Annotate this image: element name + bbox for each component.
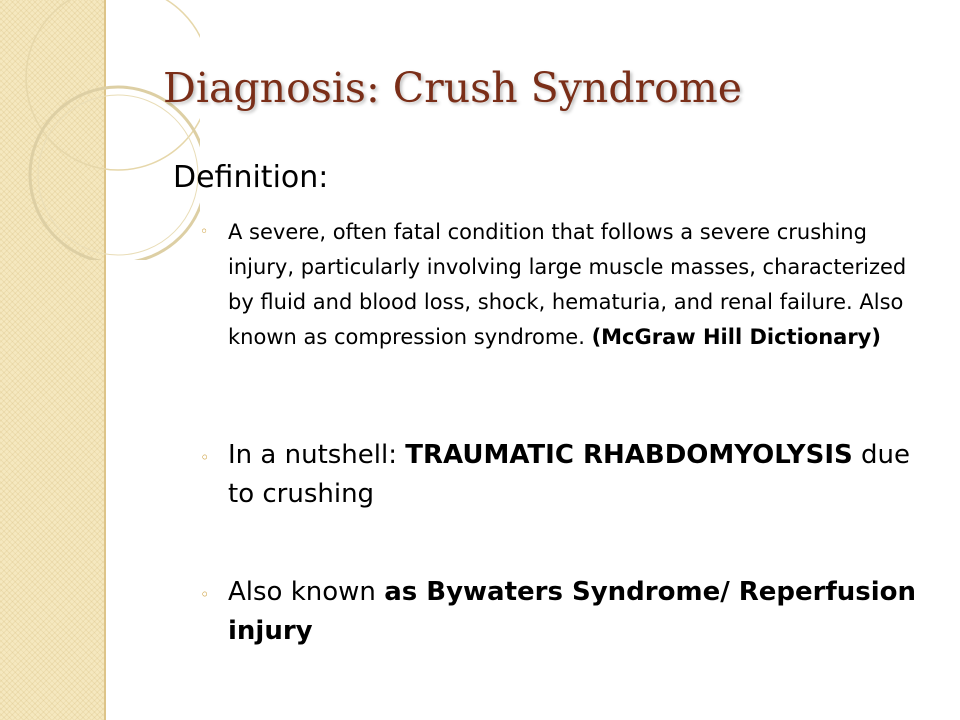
nutshell-lead: In a nutshell: [228, 440, 397, 470]
also-known-term: as Bywaters Syndrome/ Reperfusion injury [228, 577, 917, 646]
nutshell-trail: due to crushing [228, 440, 910, 509]
bullet-marker: ◦ [200, 585, 210, 604]
also-known-lead: Also known [228, 577, 376, 607]
definition-source: (McGraw Hill Dictionary) [591, 325, 881, 349]
bullet-marker: ◦ [200, 224, 209, 240]
definition-text: A severe, often fatal condition that follows a severe crushing injury, particularly involving large muscle masses, characterized by fluid and blood loss, shock, hematuria, and renal failure. Also known as compression syndrome. [228, 220, 907, 349]
decorative-rings [0, 0, 200, 260]
bullet-marker: ◦ [200, 448, 210, 467]
bullet-definition [200, 215, 920, 355]
bullet-also-known [200, 573, 920, 651]
nutshell-term: TRAUMATIC RHABDOMYOLYSIS [405, 440, 853, 470]
slide-title: Diagnosis: Crush Syndrome [163, 64, 742, 112]
bullet-nutshell [200, 436, 920, 514]
definition-heading: Definition: [173, 160, 329, 195]
